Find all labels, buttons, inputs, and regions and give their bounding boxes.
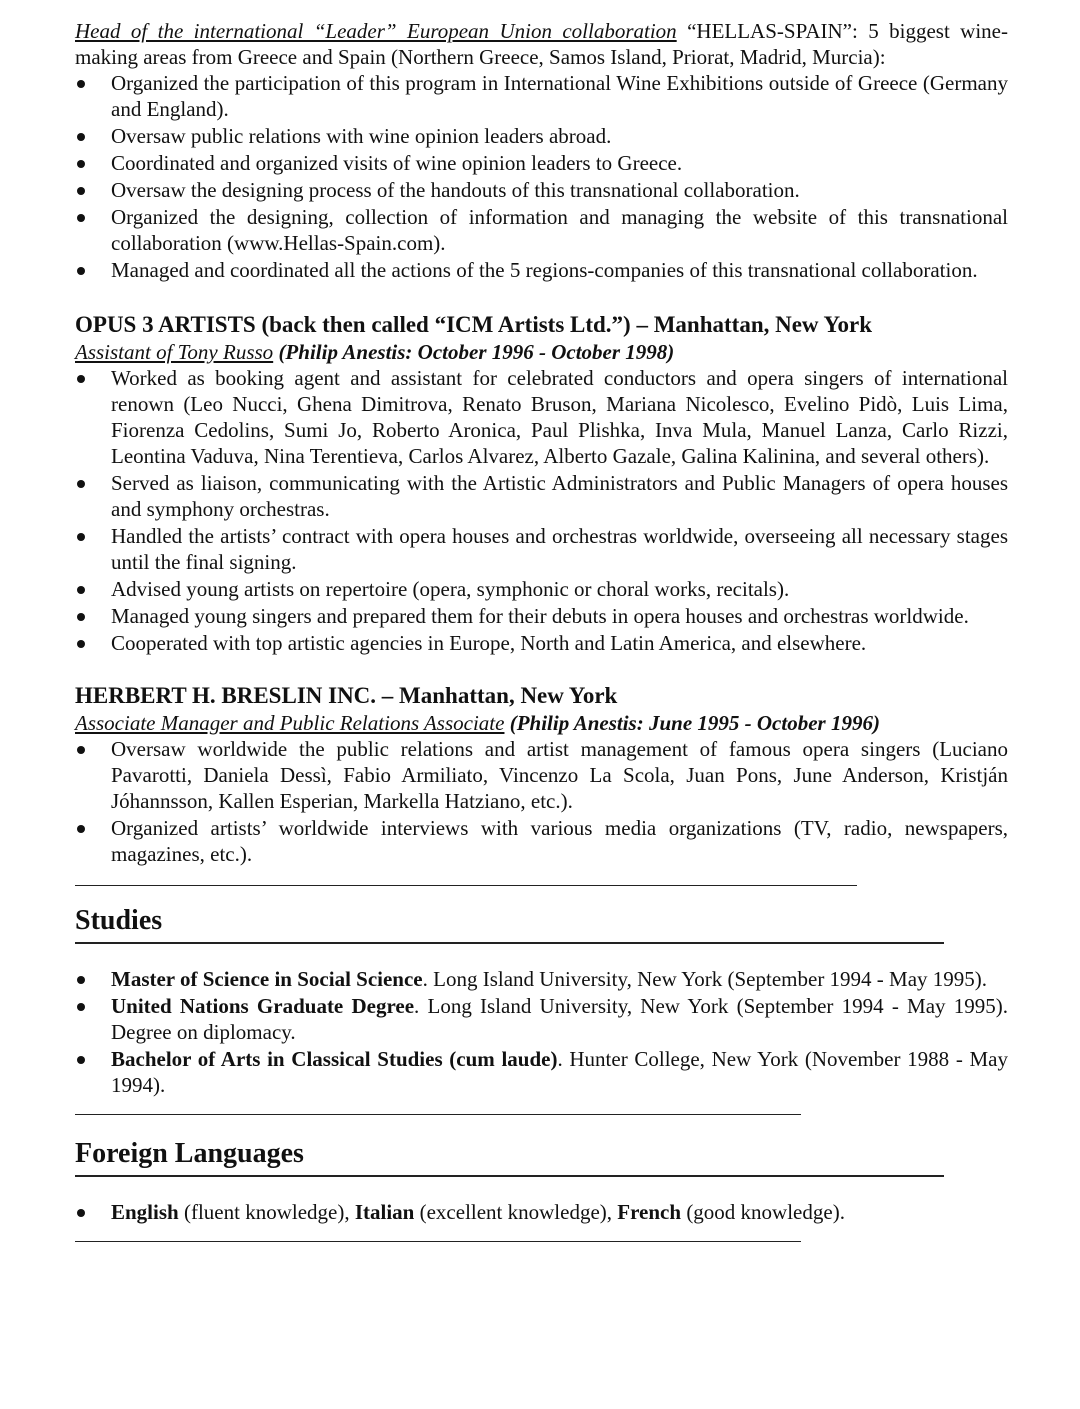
languages-list <box>75 1199 1008 1225</box>
resume-page <box>75 18 1008 1242</box>
list-item-text: Coordinated and organized visits of wine opinion leaders to Greece. <box>111 151 683 175</box>
list-item-text: Oversaw public relations with wine opinion leaders abroad. <box>111 124 612 148</box>
list-item <box>75 204 1008 256</box>
degree-details: . Hunter College, New York (November 1988 - May 1994). <box>111 1047 1008 1097</box>
divider <box>75 1241 801 1242</box>
studies-list <box>75 966 1008 1098</box>
role-title: Associate Manager and Public Relations Associate <box>75 711 505 735</box>
list-item-text: Cooperated with top artistic agencies in Europe, North and Latin America, and elsewhere. <box>111 631 867 655</box>
list-item <box>75 1199 1008 1225</box>
degree-details: . Long Island University, New York (September 1994 - May 1995). <box>422 967 988 991</box>
intro-text: “HELLAS-SPAIN”: 5 biggest wine-making areas from Greece and Spain (Northern Greece, Samos Island, Priorat, Madrid, Murcia): <box>75 19 1008 69</box>
list-item <box>75 815 1008 867</box>
list-item-text: Managed young singers and prepared them for their debuts in opera houses and orchestras worldwide. <box>111 604 969 628</box>
list-item <box>75 576 1008 602</box>
intro-title: Head of the international “Leader” European Union collaboration <box>75 19 677 43</box>
list-item-text: Served as liaison, communicating with the Artistic Administrators and Public Managers of opera houses and symphony orchestras. <box>111 471 1008 521</box>
list-item-text: Organized the participation of this program in International Wine Exhibitions outside of Greece (Germany and England). <box>111 71 1008 121</box>
section-title-languages: Foreign Languages <box>75 1137 944 1177</box>
list-item <box>75 123 1008 149</box>
list-item <box>75 993 1008 1045</box>
role-line <box>75 339 1008 365</box>
list-item-text: Worked as booking agent and assistant for celebrated conductors and opera singers of international renown (Leo Nucci, Ghena Dimitrova, Renato Bruson, Mariana Nicolesco, Evelino Pidò, Luis Lima, Fiorenza Cedolins, Sumi Jo, Roberto Aronica, Paul Plishka, Inva Mula, Manuel Lanza, Carlo Rizzi, Leontina Vaduva, Nina Terentieva, Carlos Alvarez, Alberto Gazale, Galina Kalinina, and several others). <box>111 366 1008 468</box>
list-item <box>75 630 1008 656</box>
language-level: (good knowledge). <box>681 1200 845 1224</box>
degree-details: . Long Island University, New York (September 1994 - May 1995). Degree on diplomacy. <box>111 994 1008 1044</box>
role-title: Assistant of Tony Russo <box>75 340 274 364</box>
language-level: (fluent knowledge), <box>178 1200 355 1224</box>
language-level: (excellent knowledge), <box>414 1200 618 1224</box>
list-item <box>75 470 1008 522</box>
section-title-studies: Studies <box>75 904 944 944</box>
list-item-text: Handled the artists’ contract with opera houses and orchestras worldwide, overseeing all necessary stages until the final signing. <box>111 524 1008 574</box>
list-item-text: Oversaw the designing process of the handouts of this transnational collaboration. <box>111 178 800 202</box>
list-item <box>75 150 1008 176</box>
divider <box>75 1114 801 1115</box>
language-name: French <box>617 1200 682 1224</box>
company-heading-breslin: HERBERT H. BRESLIN INC. – Manhattan, New York <box>75 683 618 708</box>
list-item <box>75 736 1008 814</box>
intro-bullet-list <box>75 70 1008 283</box>
list-item <box>75 365 1008 469</box>
job-bullet-list <box>75 736 1008 867</box>
list-item-text: Organized the designing, collection of information and managing the website of this transnational collaboration (www.Hellas-Spain.com). <box>111 205 1008 255</box>
job-bullet-list <box>75 365 1008 656</box>
role-dates: (Philip Anestis: October 1996 - October 1998) <box>273 340 675 364</box>
degree-name: Bachelor of Arts in Classical Studies (cum laude) <box>111 1047 558 1071</box>
language-name: English <box>111 1200 179 1224</box>
list-item <box>75 603 1008 629</box>
role-dates: (Philip Anestis: June 1995 - October 1996) <box>504 711 880 735</box>
degree-name: United Nations Graduate Degree <box>111 994 415 1018</box>
list-item <box>75 70 1008 122</box>
list-item <box>75 966 1008 992</box>
list-item <box>75 1046 1008 1098</box>
list-item-text: Organized artists’ worldwide interviews with various media organizations (TV, radio, newspapers, magazines, etc.). <box>111 816 1008 866</box>
degree-name: Master of Science in Social Science <box>111 967 423 991</box>
company-heading-opus3: OPUS 3 ARTISTS (back then called “ICM Artists Ltd.”) – Manhattan, New York <box>75 312 873 337</box>
role-line <box>75 710 1008 736</box>
list-item <box>75 257 1008 283</box>
list-item-text: Oversaw worldwide the public relations and artist management of famous opera singers (Luciano Pavarotti, Daniela Dessì, Fabio Armiliato, Vincenzo La Scola, Juan Pons, June Anderson, Kristján Jóhannsson, Kallen Esperian, Markella Hatziano, etc.). <box>111 737 1008 813</box>
intro-paragraph <box>75 18 1008 70</box>
list-item-text: Managed and coordinated all the actions of the 5 regions-companies of this transnational collaboration. <box>111 258 978 282</box>
list-item <box>75 177 1008 203</box>
list-item <box>75 523 1008 575</box>
list-item-text: Advised young artists on repertoire (opera, symphonic or choral works, recitals). <box>111 577 790 601</box>
divider <box>75 885 857 886</box>
language-name: Italian <box>354 1200 415 1224</box>
